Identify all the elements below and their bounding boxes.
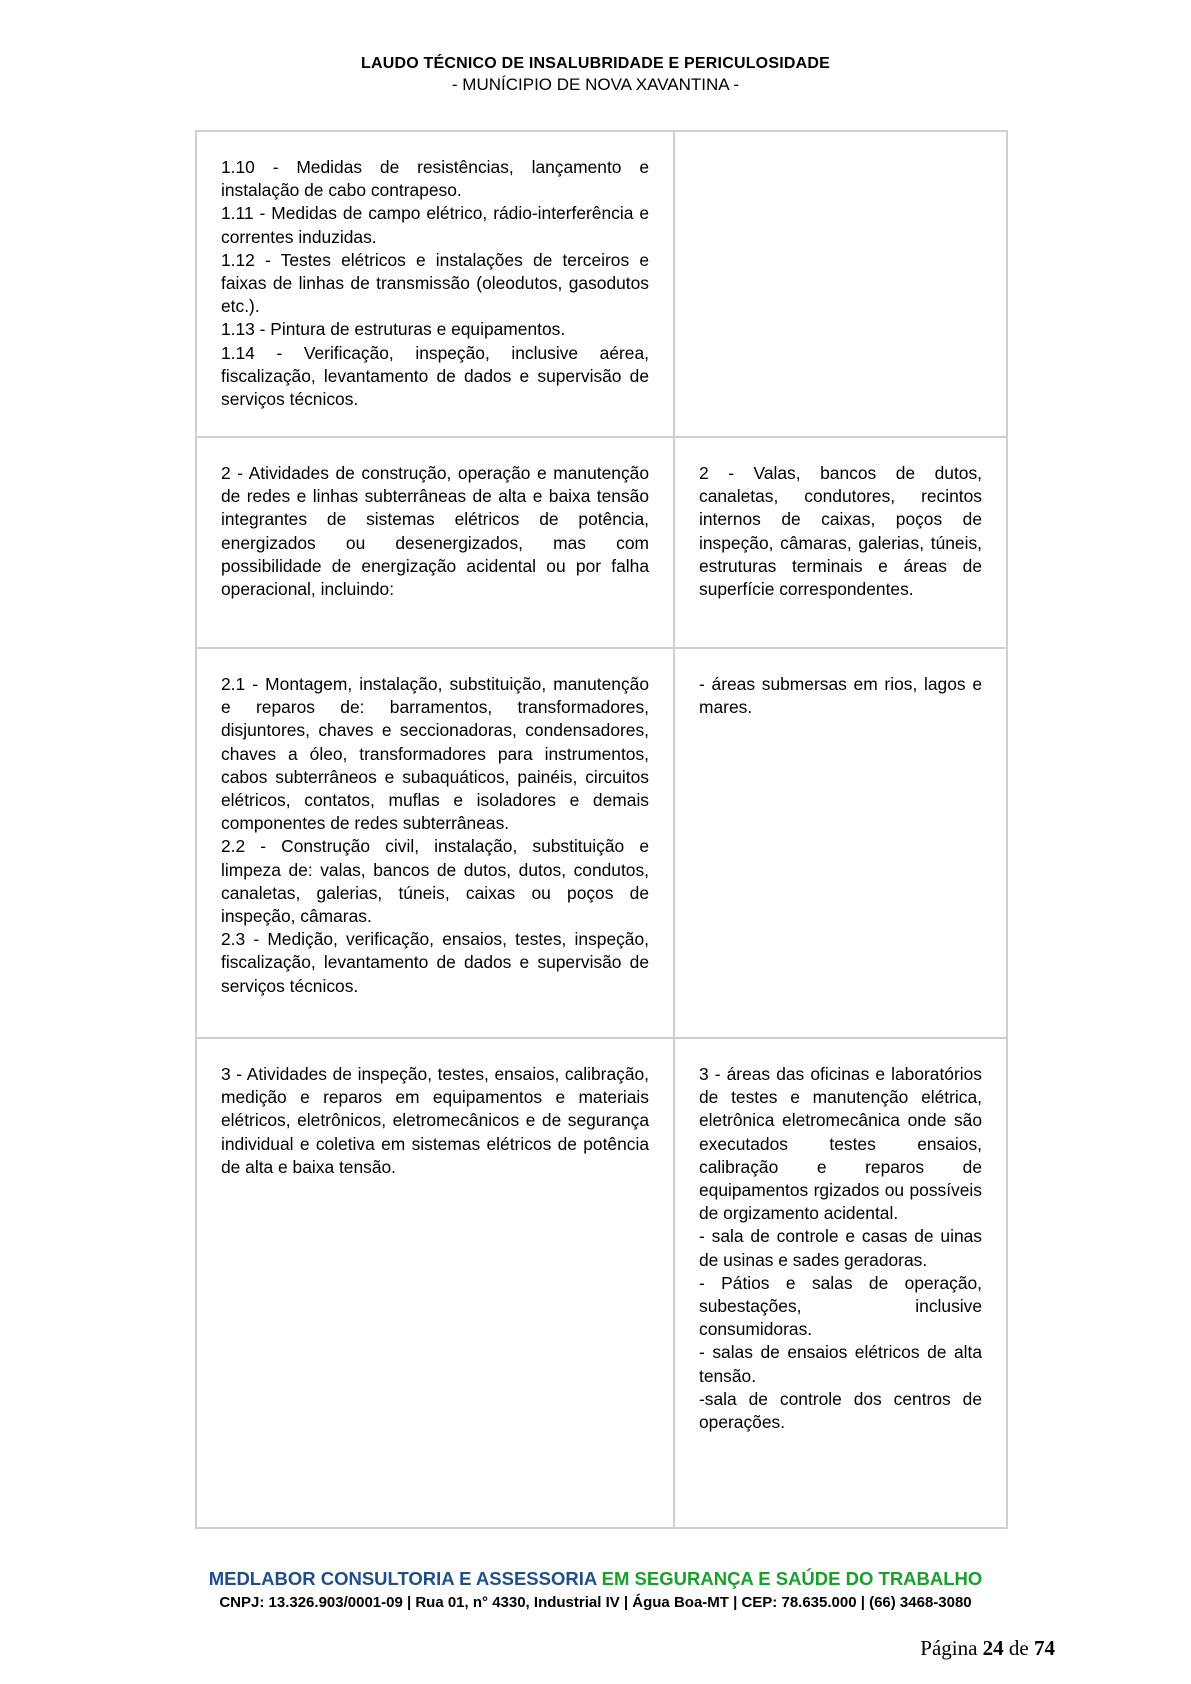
area-item: - sala de controle e casas de uinas de usinas e sades geradoras. xyxy=(699,1226,982,1270)
document-subtitle: - MUNÍCIPIO DE NOVA XAVANTINA - xyxy=(451,75,740,94)
activity-item: 1.14 - Verificação, inspeção, inclusive aérea, fiscalização, levantamento de dados e supervisão de serviços técnicos. xyxy=(221,342,649,410)
area-item: -sala de controle dos centros de operações. xyxy=(699,1388,982,1433)
table-row xyxy=(196,437,1007,648)
table-row xyxy=(196,131,1007,437)
company-name-secondary: EM SEGURANÇA E SAÚDE DO TRABALHO xyxy=(601,1568,983,1589)
areas-cell xyxy=(674,437,1007,648)
document-header xyxy=(0,55,1191,95)
activity-item: 2 - Atividades de construção, operação e manutenção de redes e linhas subterrâneas de alta e baixa tensão integrantes de sistemas elétricos de potência, energizados ou desenergizados, mas com possibilidade de energização acidental ou por falha operacional, incluindo: xyxy=(221,463,649,600)
area-item: - Pátios e salas de operação, subestações, inclusive consumidoras. xyxy=(699,1272,982,1340)
activities-cell xyxy=(196,131,674,437)
document-title: LAUDO TÉCNICO DE INSALUBRIDADE E PERICULOSIDADE xyxy=(361,55,830,72)
company-name-primary: MEDLABOR CONSULTORIA E ASSESSORIA xyxy=(208,1568,597,1589)
activity-item: 1.12 - Testes elétricos e instalações de terceiros e faixas de linhas de transmissão (oleodutos, gasodutos etc.). xyxy=(221,249,649,317)
document-footer xyxy=(0,1568,1191,1611)
area-item: 2 - Valas, bancos de dutos, canaletas, condutores, recintos internos de caixas, poços de inspeção, câmaras, galerias, túneis, estruturas terminais e áreas de superfície correspondentes. xyxy=(699,463,982,600)
activities-cell xyxy=(196,648,674,1038)
page-total: 74 xyxy=(1034,1636,1055,1660)
activity-item: 2.3 - Medição, verificação, ensaios, testes, inspeção, fiscalização, levantamento de dados e supervisão de serviços técnicos. xyxy=(221,929,649,996)
activities-cell xyxy=(196,437,674,648)
activities-table xyxy=(195,130,1008,1529)
areas-cell xyxy=(674,648,1007,1038)
areas-cell xyxy=(674,131,1007,437)
page-current: 24 xyxy=(982,1636,1004,1660)
activity-item: 1.13 - Pintura de estruturas e equipamentos. xyxy=(221,319,566,340)
activities-cell xyxy=(196,1038,674,1528)
activity-item: 2.1 - Montagem, instalação, substituição, manutenção e reparos de: barramentos, transformadores, disjuntores, chaves e seccionadoras, condensadores, chaves a óleo, transformadores para instrumentos, cabos subterrâneos e subaquáticos, painéis, circuitos elétricos, contatos, muflas e isoladores e demais componentes de redes subterrâneas. xyxy=(221,674,649,834)
activity-item: 2.2 - Construção civil, instalação, substituição e limpeza de: valas, bancos de dutos, dutos, condutos, canaletas, galerias, túneis, caixas ou poços de inspeção, câmaras. xyxy=(221,836,649,927)
table-row xyxy=(196,648,1007,1038)
activity-item: 3 - Atividades de inspeção, testes, ensaios, calibração, medição e reparos em equipamentos e materiais elétricos, eletrônicos, eletromecânicos e de segurança individual e coletiva em sistemas elétricos de potência de alta e baixa tensão. xyxy=(221,1064,649,1177)
areas-cell xyxy=(674,1038,1007,1528)
area-item: - áreas submersas em rios, lagos e mares. xyxy=(699,674,982,718)
table-row xyxy=(196,1038,1007,1528)
page-number xyxy=(920,1636,1055,1661)
page-label: Página xyxy=(920,1636,978,1660)
page-of: de xyxy=(1008,1636,1029,1660)
company-address: CNPJ: 13.326.903/0001-09 | Rua 01, n° 4330, Industrial IV | Água Boa-MT | CEP: 78.635.000 | (66) 3468-3080 xyxy=(219,1594,972,1611)
activity-item: 1.11 - Medidas de campo elétrico, rádio-interferência e correntes induzidas. xyxy=(221,203,649,247)
area-item: 3 - áreas das oficinas e laboratórios de testes e manutenção elétrica, eletrônica eletromecânica onde são executados testes ensaios, calibração e reparos de equipamentos rgizados ou possíveis de orgizamento acidental. xyxy=(699,1064,982,1224)
company-name xyxy=(0,1568,1191,1590)
area-item: - salas de ensaios elétricos de alta tensão. xyxy=(699,1342,982,1386)
activity-item: 1.10 - Medidas de resistências, lançamento e instalação de cabo contrapeso. xyxy=(221,157,649,201)
